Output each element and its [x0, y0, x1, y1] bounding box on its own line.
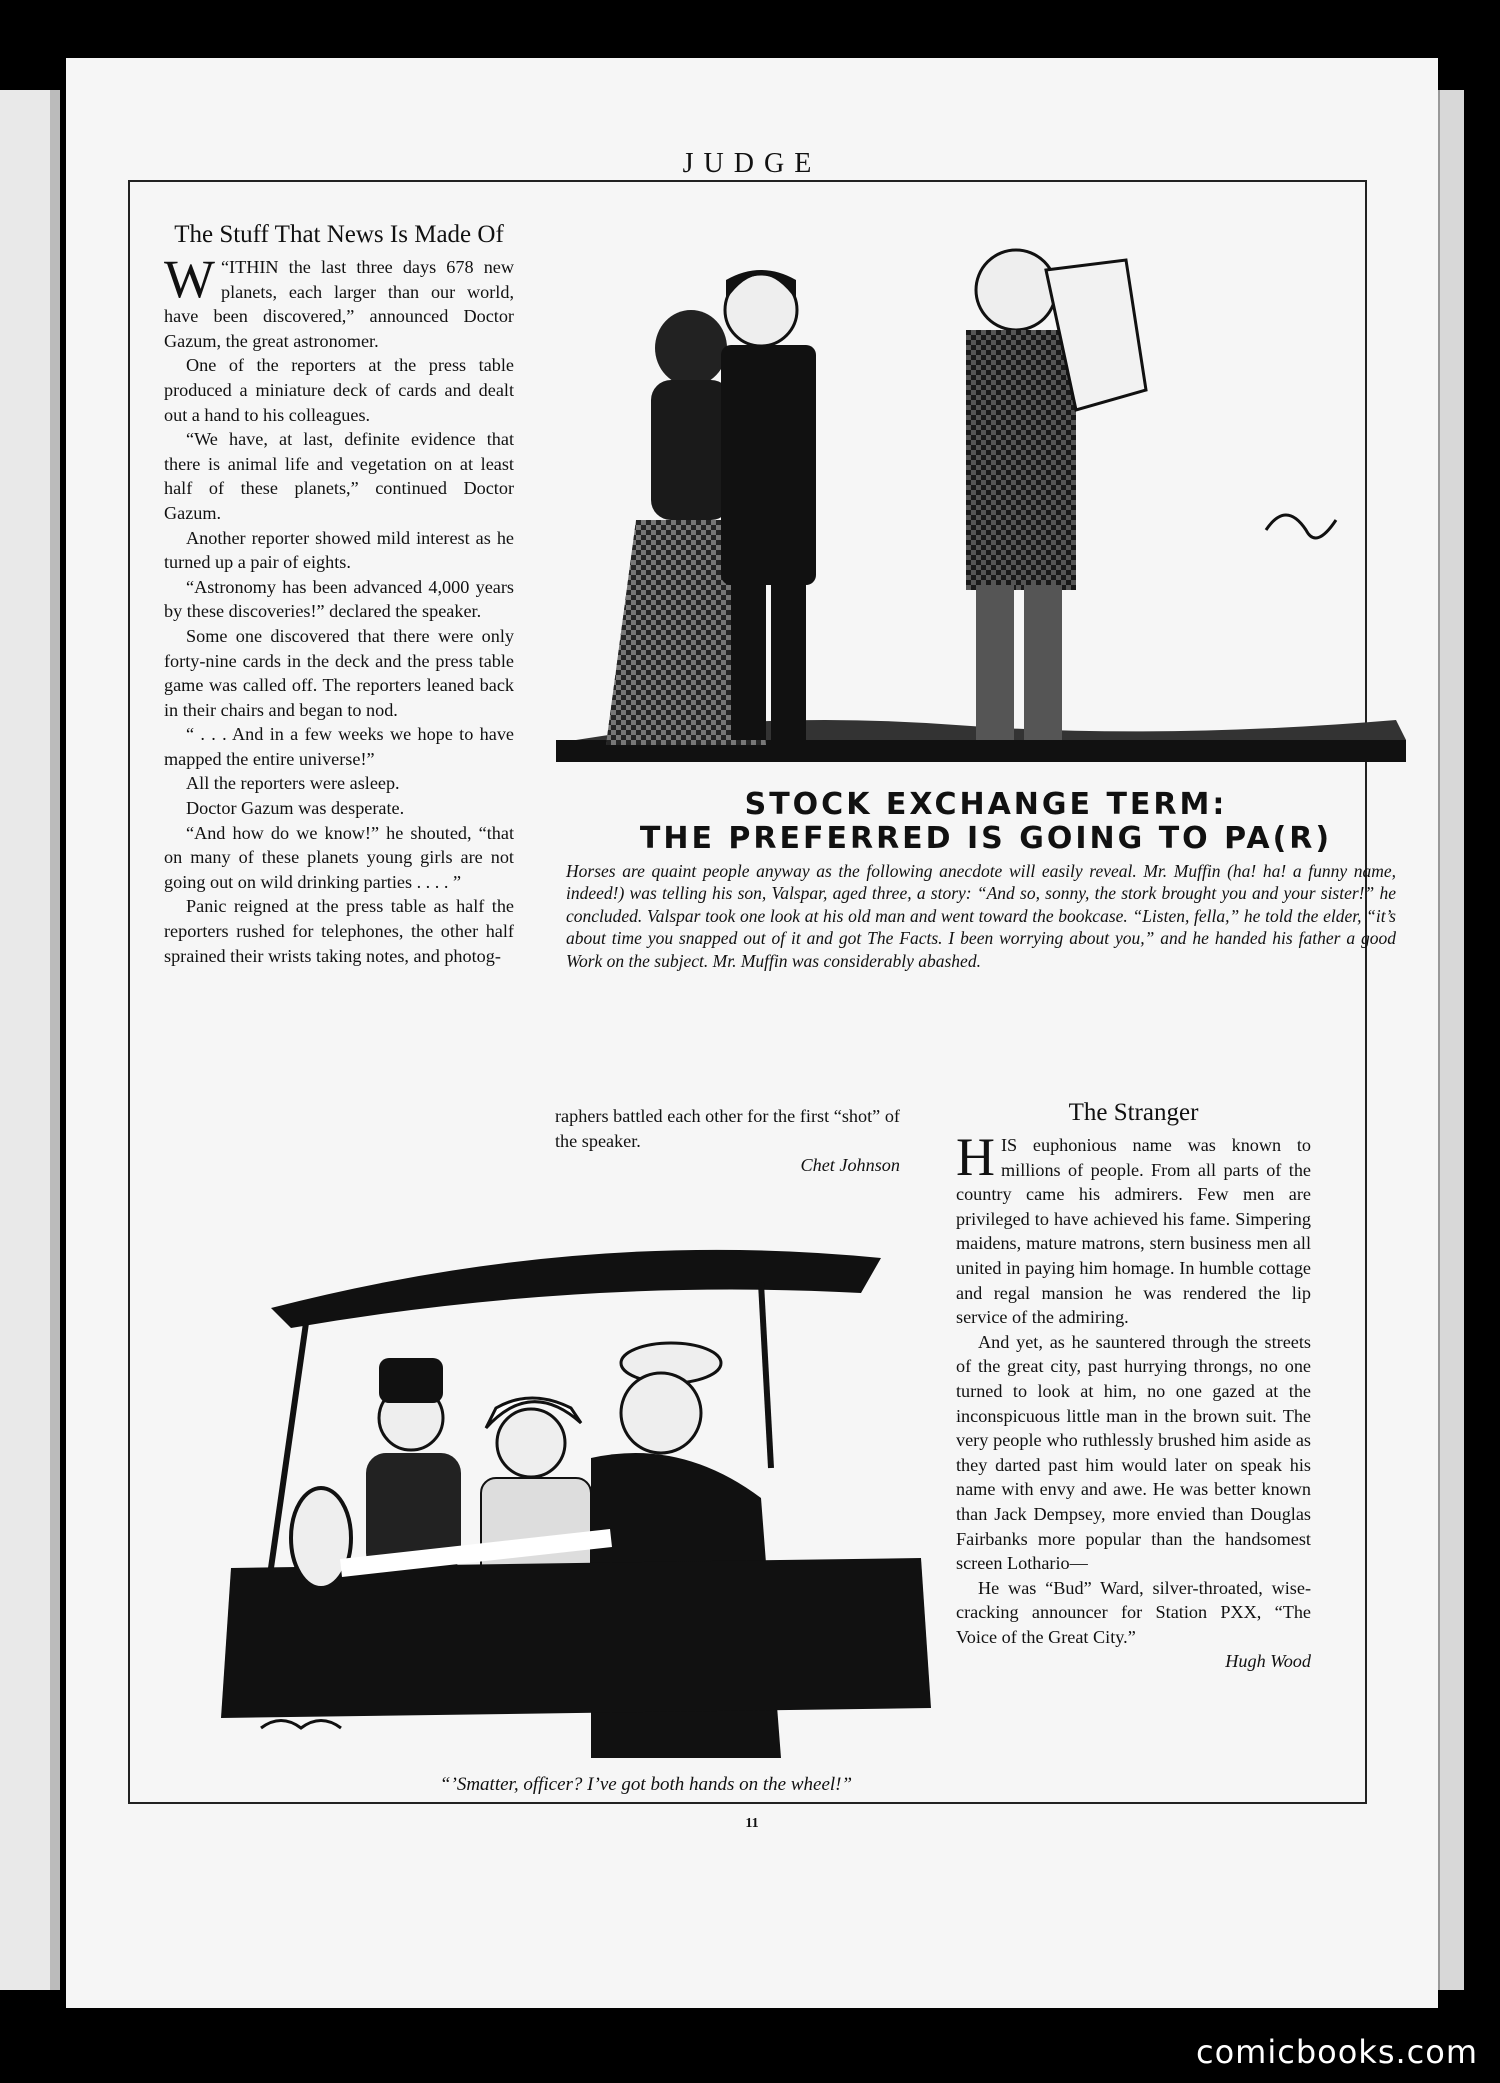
paragraph: “Astronomy has been advanced 4,000 years by these discoveries!” declared the speaker. — [164, 576, 514, 622]
paragraph: Doctor Gazum was desperate. — [186, 798, 405, 819]
man-reading-newspaper — [966, 250, 1146, 740]
artist-signature — [261, 1721, 341, 1729]
masthead: JUDGE — [682, 148, 822, 179]
article-stuff-news — [164, 220, 514, 968]
cartoon-caption-heading — [551, 788, 1421, 856]
drop-cap: H — [956, 1127, 995, 1187]
horses-anecdote: Horses are quaint people anyway as the following anecdote will easily reveal. Mr. Muffin (ha! ha! a funny name, indeed!) was telling his son, Valspar, aged three, a story: “And so, sonny, the stork brought you and your sister!” he concluded. Valspar took one look at his old man and went toward the bookcase. “Listen, fella,” he told the elder, “it’s about time you snapped out of it and got The Facts. I been worrying about you,” and he handed his father a good Work on the subject. Mr. Muffin was considerably abashed. — [566, 861, 1396, 971]
caption-line: THE PREFERRED IS GOING TO PA(R) — [639, 821, 1333, 856]
stock-exchange-cartoon — [556, 220, 1416, 780]
car-officer-cartoon — [161, 1238, 936, 1768]
car-pillar — [761, 1283, 771, 1468]
man-in-black — [721, 270, 816, 740]
byline: Chet Johnson — [800, 1155, 900, 1176]
page-number: 11 — [745, 1816, 759, 1831]
paragraph: “We have, at last, definite evidence that there is animal life and vegetation on at least half of these planets,” continued Doctor Gazum. — [164, 429, 514, 523]
paragraph: “And how do we know!” he shouted, “that on many of these planets young girls are not going out on wild drinking parties . . . . ” — [164, 822, 514, 892]
byline: Hugh Wood — [1225, 1651, 1311, 1672]
paragraph: He was “Bud” Ward, silver-throated, wise-cracking announcer for Station PXX, “The Voice of the Great City.” — [956, 1577, 1311, 1647]
article-stranger — [956, 1098, 1311, 1674]
cartoon-caption: “’Smatter, officer? I’ve got both hands on the wheel!” — [439, 1774, 853, 1795]
article-continuation — [555, 1104, 900, 1178]
drop-cap: W — [164, 249, 215, 309]
caption-line: STOCK EXCHANGE TERM: — [744, 787, 1228, 822]
paragraph: “ . . . And in a few weeks we hope to have mapped the entire universe!” — [164, 724, 514, 769]
paragraph: Some one discovered that there were only forty-nine cards in the deck and the press table game was called off. The reporters leaned back in their chairs and began to nod. — [164, 625, 514, 720]
paragraph: All the reporters were asleep. — [186, 773, 400, 794]
site-watermark: comicbooks.com — [1195, 2033, 1478, 2071]
article-title: The Stuff That News Is Made Of — [174, 221, 504, 248]
artist-signature — [1266, 515, 1336, 538]
woman-passenger — [366, 1358, 461, 1573]
magazine-page — [66, 58, 1438, 2008]
paragraph: Panic reigned at the press table as half the reporters rushed for telephones, the other half sprained their wrists taking notes, and photog- — [164, 896, 514, 966]
paragraph: One of the reporters at the press table produced a miniature deck of cards and dealt out a hand to his colleagues. — [164, 355, 514, 425]
article-title: The Stranger — [1068, 1099, 1199, 1126]
paragraph: “ITHIN the last three days 678 new planets, each larger than our world, have been discovered,” announced Doctor Gazum, the great astronomer. — [164, 257, 514, 351]
paragraph: raphers battled each other for the first “shot” of the speaker. — [555, 1106, 900, 1151]
paragraph: IS euphonious name was known to millions of people. From all parts of the country came his admirers. Few men are privileged to have achieved his fame. Simpering maidens, mature matrons, stern business men all united in paying him homage. In humble cottage and regal mansion he was rendered the lip service of the admiring. — [956, 1135, 1311, 1328]
paragraph: Another reporter showed mild interest as he turned up a pair of eights. — [164, 527, 514, 573]
page-stack-edge — [1438, 90, 1464, 1990]
paragraph: And yet, as he sauntered through the streets of the great city, past hurrying throngs, no one turned to look at him, no one gazed at the inconspicuous little man in the brown suit. The very people who ruthlessly brushed him aside as they darted past him would later on speak his name with envy and awe. He was better known than Jack Dempsey, more envied than Douglas Fairbanks more popular than the handsomest screen Lothario— — [956, 1331, 1311, 1574]
car-roof — [271, 1250, 881, 1328]
facing-page-edge — [0, 90, 60, 1990]
